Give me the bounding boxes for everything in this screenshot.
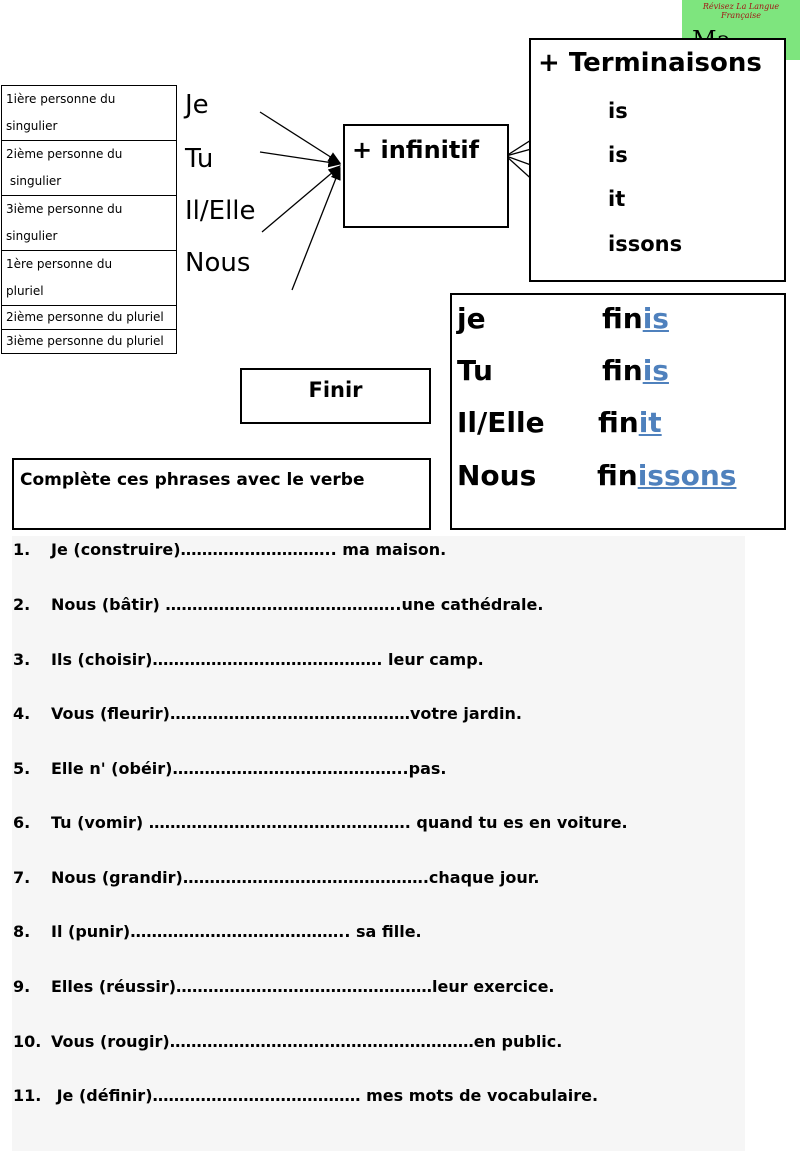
- sentence-number: 9.: [13, 977, 31, 996]
- conj-verb: [602, 302, 669, 335]
- sentence-text: Elle n' (obéir)……………………………………..pas.: [51, 759, 447, 778]
- verb-stem: fin: [598, 406, 639, 439]
- exercise-sentence: [13, 1032, 562, 1051]
- sentence-number: 5.: [13, 759, 31, 778]
- person-label: 2ième personne du pluriel: [6, 310, 164, 324]
- sentence-text: Elles (réussir)…………………………………………leur exercice.: [51, 977, 555, 996]
- conj-pronoun: Il/Elle: [457, 406, 545, 439]
- conj-verb: [598, 406, 662, 439]
- sentence-number: 10.: [13, 1032, 42, 1051]
- person-label: singulier: [6, 174, 62, 188]
- ending: is: [608, 143, 628, 167]
- instruction-box: [12, 458, 431, 530]
- terminaisons-title: + Terminaisons: [538, 48, 762, 78]
- sentence-text: Je (définir)………………………………… mes mots de vocabulaire.: [51, 1086, 599, 1105]
- sentence-number: 1.: [13, 540, 31, 559]
- sentence-text: Vous (fleurir)………………………………………votre jardin.: [51, 704, 522, 723]
- person-label: singulier: [6, 119, 58, 133]
- exercise-sentence: [13, 1086, 598, 1105]
- arrow-line: [260, 152, 340, 164]
- exercise-sentence: [13, 540, 446, 559]
- verb-stem: fin: [602, 354, 643, 387]
- exercise-sentence: [13, 595, 543, 614]
- conj-verb: [602, 354, 669, 387]
- conj-pronoun: Nous: [457, 459, 537, 492]
- sentence-number: 11.: [13, 1086, 42, 1105]
- sentence-text: Ils (choisir)……………………………………. leur camp.: [51, 650, 484, 669]
- instruction-text: Complète ces phrases avec le verbe: [20, 470, 365, 490]
- sentence-text: Je (construire)……………………….. ma maison.: [51, 540, 447, 559]
- ending: it: [608, 187, 626, 211]
- person-row: [2, 330, 177, 354]
- person-label: 3ième personne du pluriel: [6, 334, 164, 348]
- sentence-text: Vous (rougir)…………………………………………………en public.: [51, 1032, 563, 1051]
- conj-verb: [597, 459, 736, 492]
- infinitif-box: [343, 124, 509, 228]
- sentence-number: 6.: [13, 813, 31, 832]
- verb-ending: issons: [637, 459, 737, 492]
- verb-ending: it: [638, 406, 662, 439]
- exercise-sentence: [13, 650, 484, 669]
- ending: is: [608, 99, 628, 123]
- verb-box: [240, 368, 431, 424]
- ending: issons: [608, 232, 683, 256]
- pronoun-il-elle: Il/Elle: [185, 196, 256, 226]
- pronoun-tu: Tu: [185, 144, 214, 174]
- person-label: singulier: [6, 229, 58, 243]
- person-label: 1ère personne du: [6, 257, 113, 271]
- sentence-number: 8.: [13, 922, 31, 941]
- infinitif-label: + infinitif: [352, 136, 480, 164]
- verb-label: Finir: [308, 378, 363, 402]
- verb-ending: is: [642, 354, 669, 387]
- sentence-text: Nous (grandir)……………………………………….chaque jour.: [51, 868, 540, 887]
- arrow-line: [260, 112, 340, 163]
- sentence-text: Tu (vomir) …………………………………………. quand tu es en voiture.: [51, 813, 628, 832]
- person-label: pluriel: [6, 284, 44, 298]
- logo-tagline: Révisez La Langue Française: [702, 2, 780, 20]
- pronoun-nous: Nous: [185, 248, 251, 278]
- person-label: 1ière personne du: [6, 92, 116, 106]
- exercise-area: [12, 536, 745, 1151]
- exercise-sentence: [13, 977, 555, 996]
- exercise-sentence: [13, 868, 539, 887]
- sentence-number: 4.: [13, 704, 31, 723]
- exercise-sentence: [13, 922, 422, 941]
- exercise-sentence: [13, 759, 446, 778]
- sentence-text: Il (punir)………………………………….. sa fille.: [51, 922, 422, 941]
- exercise-sentence: [13, 704, 522, 723]
- person-label: 2ième personne du: [6, 147, 123, 161]
- sentence-number: 7.: [13, 868, 31, 887]
- pronoun-je: Je: [185, 90, 209, 120]
- verb-stem: fin: [602, 302, 643, 335]
- verb-ending: is: [642, 302, 669, 335]
- conj-pronoun: je: [457, 302, 486, 335]
- sentence-number: 3.: [13, 650, 31, 669]
- verb-stem: fin: [597, 459, 638, 492]
- exercise-sentence: [13, 813, 628, 832]
- sentence-text: Nous (bâtir) ……………………………………..une cathédrale.: [51, 595, 544, 614]
- person-label: 3ième personne du: [6, 202, 123, 216]
- conj-pronoun: Tu: [457, 354, 493, 387]
- sentence-number: 2.: [13, 595, 31, 614]
